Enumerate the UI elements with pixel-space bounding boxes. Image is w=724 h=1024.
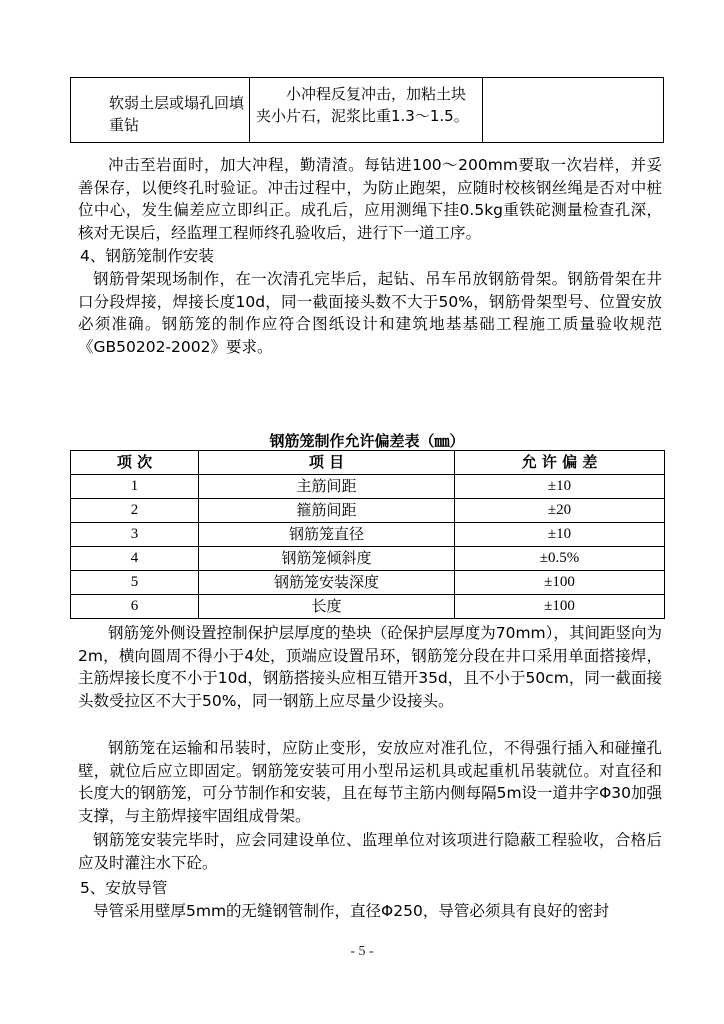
section-heading-4: 4、钢筋笼制作安装: [80, 247, 214, 265]
header-item-no: 项 次: [71, 451, 199, 475]
row-no: 2: [71, 499, 199, 523]
page-number: - 5 -: [350, 944, 374, 959]
table-row: [71, 595, 665, 619]
row-no: 5: [71, 571, 199, 595]
row-tolerance: ±100: [455, 595, 665, 619]
row-item: 钢筋笼倾斜度: [199, 547, 455, 571]
table-row: [71, 499, 665, 523]
table-title: 钢筋笼制作允许偏差表（㎜）: [269, 432, 465, 450]
row-item: 箍筋间距: [199, 499, 455, 523]
table-row: [71, 571, 665, 595]
row-item: 钢筋笼直径: [199, 523, 455, 547]
table-header-row: [71, 451, 665, 475]
cell-empty: [483, 78, 664, 143]
paragraph-cage-fabrication: 钢筋骨架现场制作，在一次清孔完毕后，起钻、吊车吊放钢筋骨架。钢筋骨架在井口分段焊接，焊接长度10d，同一截面接头数不大于50%，钢筋骨架型号、位置安放必须准确。钢筋笼的制作应符合图纸设计和建筑地基基础工程施工质量验收规范《GB50202-2002》要求。: [78, 270, 662, 356]
paragraph-transport: 钢筋笼在运输和吊装时，应防止变形，安放应对准孔位，不得强行插入和碰撞孔壁，就位后应立即固定。钢筋笼安装可用小型吊运机具或起重机吊装就位。对直径和长度大的钢筋笼，可分节制作和安装，且在每节主筋内侧每隔5m设一道井字Φ30加强支撑，与主筋焊接牢固组成骨架。: [78, 739, 662, 825]
row-tolerance: ±0.5%: [455, 547, 665, 571]
row-item: 钢筋笼安装深度: [199, 571, 455, 595]
table-row: [71, 523, 665, 547]
row-no: 3: [71, 523, 199, 547]
header-tolerance: 允 许 偏 差: [455, 451, 665, 475]
row-no: 6: [71, 595, 199, 619]
section-heading-5: 5、安放导管: [80, 879, 168, 897]
paragraph-tremie: 导管采用壁厚5mm的无缝钢管制作，直径Φ250，导管必须具有良好的密封: [93, 902, 609, 920]
deviation-table: [70, 450, 665, 619]
paragraph-spacers: 钢筋笼外侧设置控制保护层厚度的垫块（砼保护层厚度为70mm），其间距竖向为2m，横向圆周不得小于4处，顶端应设置吊环，钢筋笼分段在井口采用单面搭接焊，主筋焊接长度不小于10d，钢筋搭接头应相互错开35d，且不小于50cm，同一截面接头数受拉区不大于50%，同一钢筋上应尽量少设接头。: [78, 624, 662, 710]
row-tolerance: ±10: [455, 523, 665, 547]
cell-remedy-text: 小冲程反复冲击，加粘土块夹小片石，泥浆比重1.3～1.5。: [256, 85, 469, 125]
top-table-fragment: [70, 77, 664, 143]
header-item: 项 目: [199, 451, 455, 475]
row-item: 主筋间距: [199, 475, 455, 499]
cell-remedy: [250, 78, 483, 143]
row-tolerance: ±100: [455, 571, 665, 595]
row-no: 4: [71, 547, 199, 571]
table-row: [71, 475, 665, 499]
row-tolerance: ±10: [455, 475, 665, 499]
paragraph-inspection: 钢筋笼安装完毕时，应会同建设单位、监理单位对该项进行隐蔽工程验收，合格后应及时灌注水下砼。: [78, 831, 662, 872]
table-row: [71, 78, 664, 143]
paragraph-drilling: 冲击至岩面时，加大冲程，勤清渣。每钻进100～200mm要取一次岩样，并妥善保存，以便终孔时验证。冲击过程中，为防止跑架，应随时校核钢丝绳是否对中桩位中心，发生偏差应立即纠正。成孔后，应用测绳下挂0.5kg重铁砣测量检查孔深，核对无误后，经监理工程师终孔验收后，进行下一道工序。: [78, 156, 662, 242]
row-item: 长度: [199, 595, 455, 619]
row-no: 1: [71, 475, 199, 499]
cell-problem: [71, 78, 250, 143]
cell-problem-text: 软弱土层或塌孔回填重钻: [109, 94, 245, 134]
table-row: [71, 547, 665, 571]
row-tolerance: ±20: [455, 499, 665, 523]
